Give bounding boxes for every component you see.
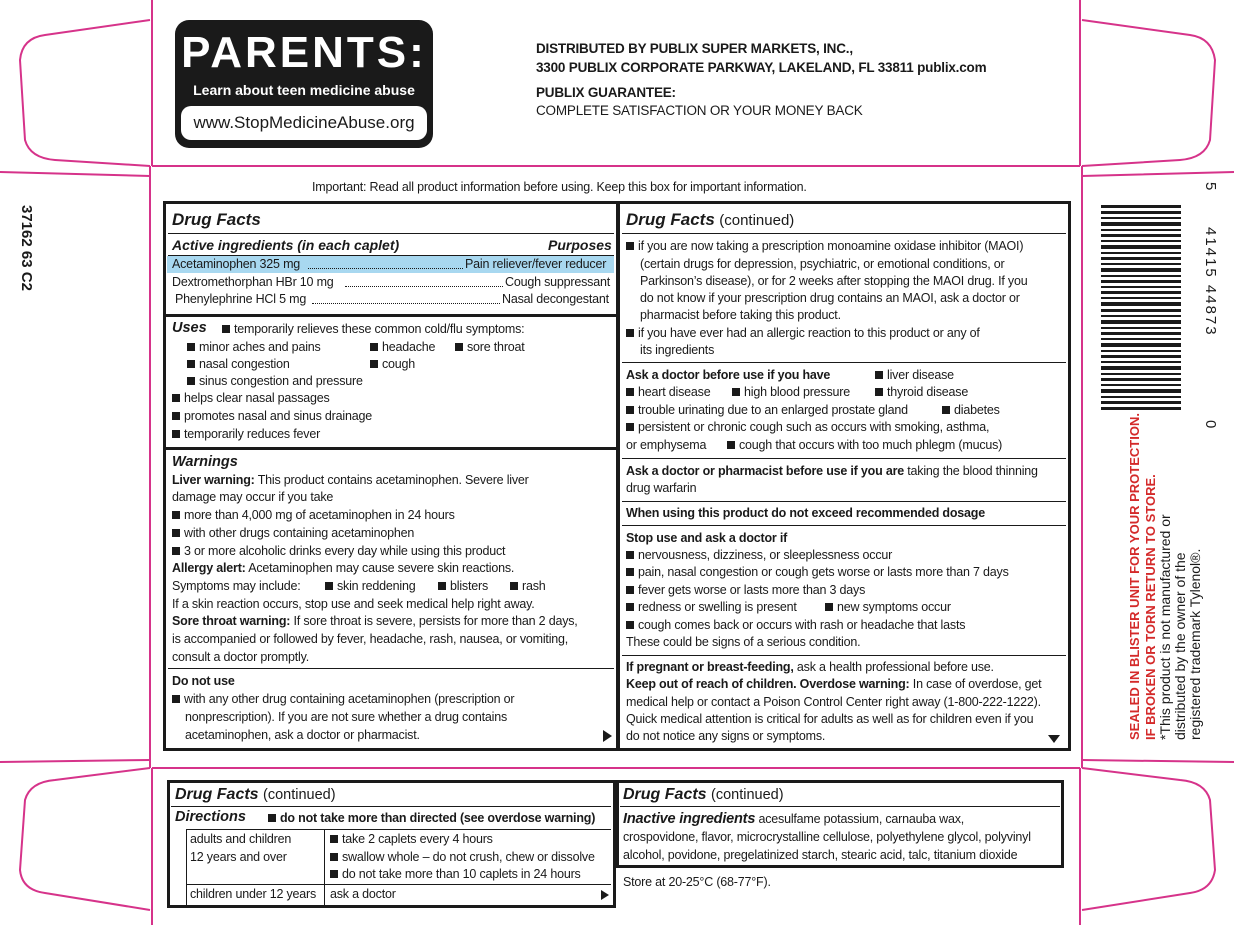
side-code: 37162 63 C2 (18, 205, 35, 291)
liver-bullet: with other drugs containing acetaminophen (172, 525, 414, 542)
maoi-text: Parkinson’s disease), or for 2 weeks after stopping the MAOI drug. If you (640, 274, 1028, 288)
directions-heading: Directions (175, 809, 246, 825)
parents-logo (175, 20, 433, 148)
uses-heading: Uses (172, 320, 207, 336)
ask-item: thyroid disease (875, 384, 968, 401)
active-ingredients-heading: Active ingredients (in each caplet) (172, 237, 400, 253)
ask-item: liver disease (875, 367, 954, 384)
sore-throat-text: consult a doctor promptly. (172, 650, 309, 664)
symptom-item: sore throat (455, 339, 525, 356)
allergy-symptom: blisters (438, 578, 488, 595)
ingredient-purpose: Pain reliever/fever reducer (465, 257, 607, 271)
liver-warning-cont: damage may occur if you take (172, 490, 334, 504)
continue-down-icon (1048, 735, 1060, 743)
adults-item: swallow whole – do not crush, chew or dissolve (330, 849, 595, 866)
symptom-item: nasal congestion (187, 356, 290, 373)
adults-item: take 2 caplets every 4 hours (330, 831, 493, 848)
inactive-text: crospovidone, flavor, microcrystalline cellulose, polyethylene glycol, polyvinyl (623, 830, 1031, 844)
overdose-text: do not notice any signs or symptoms. (626, 729, 826, 743)
overdose-text: medical help or contact a Poison Control Center right away (1-800-222-1222). (626, 695, 1041, 709)
trademark-note: *This product is not manufactured or distributed by the owner of the registered trademark Tylenol®. (1157, 514, 1203, 740)
uses-intro: temporarily relieves these common cold/flu symptoms: (222, 321, 524, 338)
panel1-title: Drug Facts (172, 210, 261, 229)
parents-title: PARENTS: (181, 28, 427, 77)
inactive-ingredients: Inactive ingredients acesulfame potassium, carnauba wax, (623, 811, 965, 827)
symptom-item: cough (370, 356, 415, 373)
maoi-text: (certain drugs for depression, psychiatric, or emotional conditions, or (640, 257, 1005, 271)
ask-item: trouble urinating due to an enlarged prostate gland (626, 402, 908, 419)
when-using: When using this product do not exceed recommended dosage (626, 506, 985, 520)
ingredient-name: Dextromethorphan HBr 10 mg (172, 275, 334, 289)
ask-item: heart disease (626, 384, 710, 401)
stop-item: fever gets worse or lasts more than 3 days (626, 582, 865, 599)
distributor-line1: DISTRIBUTED BY PUBLIX SUPER MARKETS, INC., (536, 41, 853, 56)
ingredient-purpose: Cough suppressant (505, 275, 611, 289)
continue-arrow-icon (601, 890, 609, 900)
sealed-warning: SEALED IN BLISTER UNIT FOR YOUR PROTECTION. IF BROKEN OR TORN RETURN TO STORE. (1127, 413, 1158, 740)
panel2-title: Drug Facts (continued) (626, 210, 795, 229)
uses-item: helps clear nasal passages (172, 390, 330, 407)
allergic-warning: if you have ever had an allergic reaction to this product or any of (626, 325, 980, 342)
do-not-use-text: nonprescription). If you are not sure whether a drug contains (185, 710, 508, 724)
ask-item: cough that occurs with too much phlegm (mucus) (727, 437, 1002, 454)
maoi-text: pharmacist before taking this product. (640, 308, 841, 322)
parents-url: www.StopMedicineAbuse.org (193, 113, 415, 132)
allergy-symptom: rash (510, 578, 546, 595)
symptoms-label: Symptoms may include: (172, 579, 301, 593)
adults-label: 12 years and over (190, 850, 287, 864)
ask-pharmacist-cont: drug warfarin (626, 481, 697, 495)
distributor-address: 3300 PUBLIX CORPORATE PARKWAY, LAKELAND, FL 33811 (536, 60, 914, 75)
barcode-number: 41415 44873 (1202, 227, 1219, 337)
inactive-text: alcohol, povidone, pregelatinized starch, stearic acid, talc, titanium dioxide (623, 848, 1018, 862)
adults-item: do not take more than 10 caplets in 24 hours (330, 866, 581, 883)
parents-url-box (181, 106, 427, 140)
do-not-use-text: with any other drug containing acetaminophen (prescription or (172, 691, 514, 708)
distributor-site: publix.com (917, 60, 987, 75)
allergy-symptom: skin reddening (325, 578, 416, 595)
overdose-text: Quick medical attention is critical for adults as well as for children even if you (626, 712, 1034, 726)
distributor-line2 (536, 59, 986, 77)
warnings-heading: Warnings (172, 454, 238, 470)
barcode (1101, 205, 1193, 413)
ingredient-name: Acetaminophen 325 mg (172, 257, 301, 271)
stop-item: nervousness, dizziness, or sleeplessness occur (626, 547, 892, 564)
symptom-item: sinus congestion and pressure (187, 373, 363, 390)
overdose-warning: Keep out of reach of children. Overdose warning: In case of overdose, get (626, 677, 1042, 691)
ingredient-name: Phenylephrine HCl 5 mg (175, 292, 307, 306)
allergic-text: its ingredients (640, 343, 715, 357)
stop-item: new symptoms occur (825, 599, 951, 616)
uses-item: promotes nasal and sinus drainage (172, 408, 372, 425)
panel3-title: Drug Facts (continued) (175, 786, 336, 803)
maoi-warning: if you are now taking a prescription monoamine oxidase inhibitor (MAOI) (626, 238, 1023, 255)
allergy-after: If a skin reaction occurs, stop use and seek medical help right away. (172, 597, 535, 611)
symptom-item: minor aches and pains (187, 339, 321, 356)
guarantee-title: PUBLIX GUARANTEE: (536, 85, 676, 100)
sore-throat-warning: Sore throat warning: If sore throat is severe, persists for more than 2 days, (172, 614, 578, 628)
adults-label: adults and children (190, 832, 292, 846)
ask-pharmacist: Ask a doctor or pharmacist before use if you are taking the blood thinning (626, 464, 1038, 478)
uses-item: temporarily reduces fever (172, 426, 320, 443)
ask-item: or emphysema (626, 438, 707, 452)
allergy-alert: Allergy alert: Acetaminophen may cause severe skin reactions. (172, 561, 515, 575)
ask-doctor-heading: Ask a doctor before use if you have (626, 368, 831, 382)
continue-arrow-icon (603, 730, 612, 742)
store-text: Store at 20-25°C (68-77°F). (623, 875, 771, 889)
stop-item: pain, nasal congestion or cough gets worse or lasts more than 7 days (626, 564, 1009, 581)
sore-throat-text: is accompanied or followed by fever, headache, rash, nausea, or vomiting, (172, 632, 569, 646)
stop-use-heading: Stop use and ask a doctor if (626, 531, 788, 545)
do-not-use-heading: Do not use (172, 674, 235, 688)
panel4-title: Drug Facts (continued) (623, 786, 784, 803)
stop-item: cough comes back or occurs with rash or headache that lasts (626, 617, 965, 634)
barcode-left-digit: 0 (1202, 420, 1219, 429)
liver-warning: Liver warning: This product contains acetaminophen. Severe liver (172, 473, 529, 487)
pregnant-warning: If pregnant or breast-feeding, ask a health professional before use. (626, 660, 994, 674)
guarantee-text: COMPLETE SATISFACTION OR YOUR MONEY BACK (536, 103, 863, 118)
maoi-text: do not know if your prescription drug contains an MAOI, ask a doctor or (640, 291, 1020, 305)
purposes-heading: Purposes (548, 237, 612, 253)
stop-after: These could be signs of a serious condition. (626, 635, 861, 649)
directions-note: do not take more than directed (see overdose warning) (268, 810, 595, 827)
parents-subtitle: Learn about teen medicine abuse (193, 82, 415, 98)
ingredient-purpose: Nasal decongestant (502, 292, 609, 306)
do-not-use-text: acetaminophen, ask a doctor or pharmacist. (185, 728, 420, 742)
liver-bullet: more than 4,000 mg of acetaminophen in 24 hours (172, 507, 455, 524)
symptom-item: headache (370, 339, 435, 356)
ask-item: high blood pressure (732, 384, 850, 401)
children-label: children under 12 years (190, 887, 317, 901)
liver-bullet: 3 or more alcoholic drinks every day while using this product (172, 543, 505, 560)
important-note: Important: Read all product information before using. Keep this box for important information. (312, 180, 807, 194)
children-text: ask a doctor (330, 887, 396, 901)
barcode-top-digit: 5 (1202, 182, 1219, 191)
ask-item: persistent or chronic cough such as occurs with smoking, asthma, (626, 419, 989, 436)
ask-item: diabetes (942, 402, 1000, 419)
stop-item: redness or swelling is present (626, 599, 797, 616)
